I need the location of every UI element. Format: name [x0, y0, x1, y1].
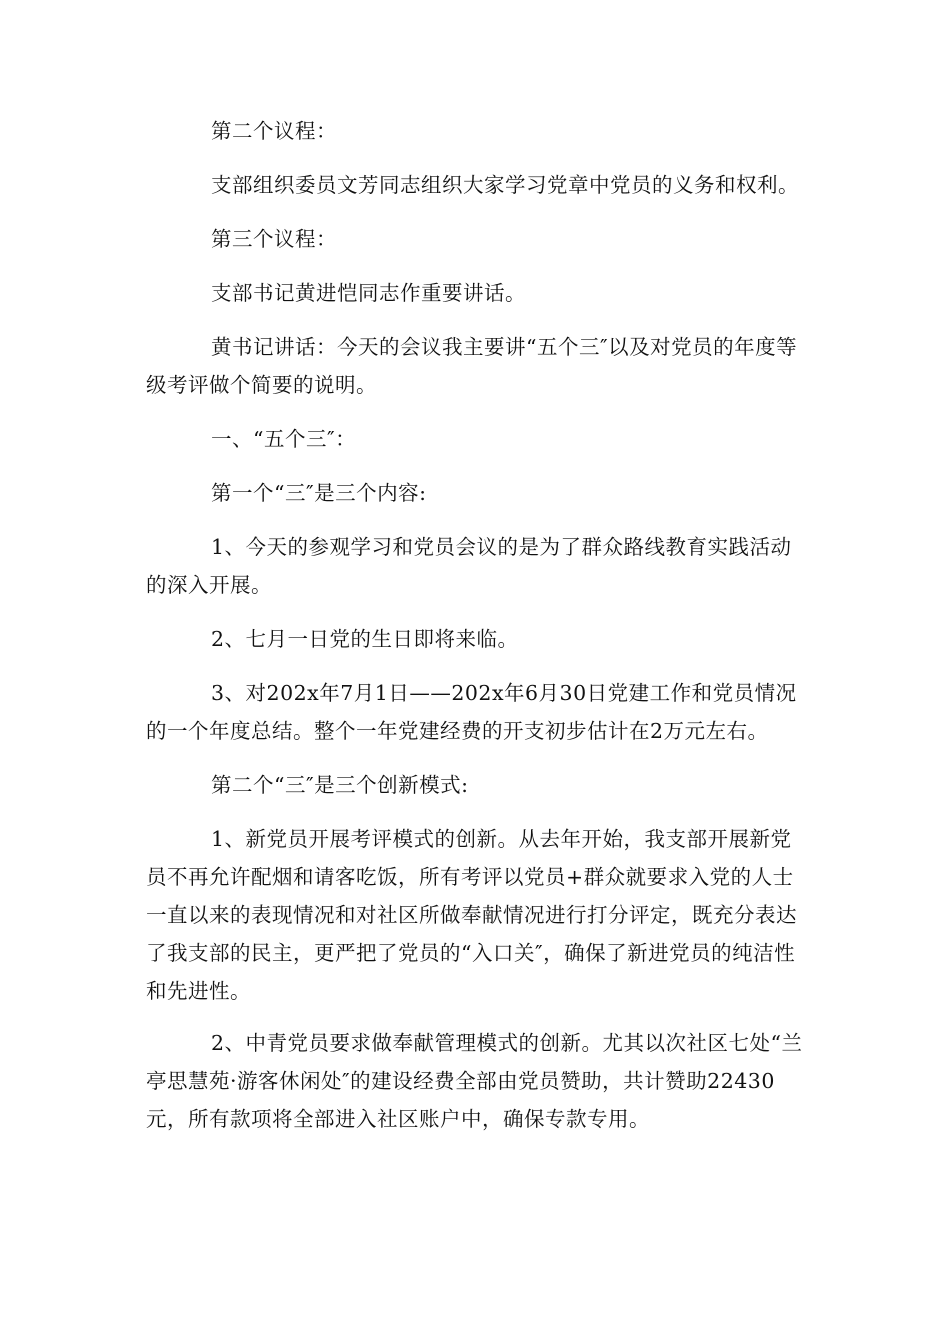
document-body — [146, 112, 806, 1138]
agenda-three-heading: 第三个议程： — [211, 227, 337, 251]
agenda-two-content: 支部组织委员文芳同志组织大家学习党章中党员的义务和权利。 — [211, 173, 799, 197]
agenda-three-content: 支部书记黄进恺同志作重要讲话。 — [211, 281, 526, 305]
second-three-heading: 第二个“三″是三个创新模式: — [211, 773, 469, 797]
first-three-item-2: 2、七月一日党的生日即将来临。 — [211, 627, 519, 651]
second-three-item-1: 1、新党员开展考评模式的创新。从去年开始，我支部开展新党员不再允许配烟和请客吃饭，所有考评以党员+群众就要求入党的人士一直以来的表现情况和对社区所做奉献情况进行打分评定，既充分表达了我支部的民主，更严把了党员的“入口关″，确保了新进党员的纯洁性和先进性。 — [146, 827, 797, 1003]
first-three-item-3: 3、对202x年7月1日——202x年6月30日党建工作和党员情况的一个年度总结。整个一年党建经费的开支初步估计在2万元左右。 — [146, 681, 797, 743]
first-three-item-1: 1、今天的参观学习和党员会议的是为了群众路线教育实践活动的深入开展。 — [146, 535, 792, 597]
second-three-item-2: 2、中青党员要求做奉献管理模式的创新。尤其以次社区七处“兰亭思慧苑·游客休闲处″的建设经费全部由党员赞助，共计赞助22430元，所有款项将全部进入社区账户中，确保专款专用。 — [146, 1031, 803, 1131]
secretary-speech-intro: 黄书记讲话：今天的会议我主要讲“五个三″以及对党员的年度等级考评做个简要的说明。 — [146, 335, 798, 397]
section-one-heading: 一、“五个三″： — [211, 427, 357, 451]
agenda-two-heading: 第二个议程： — [211, 119, 337, 143]
first-three-heading: 第一个“三″是三个内容: — [211, 481, 427, 505]
